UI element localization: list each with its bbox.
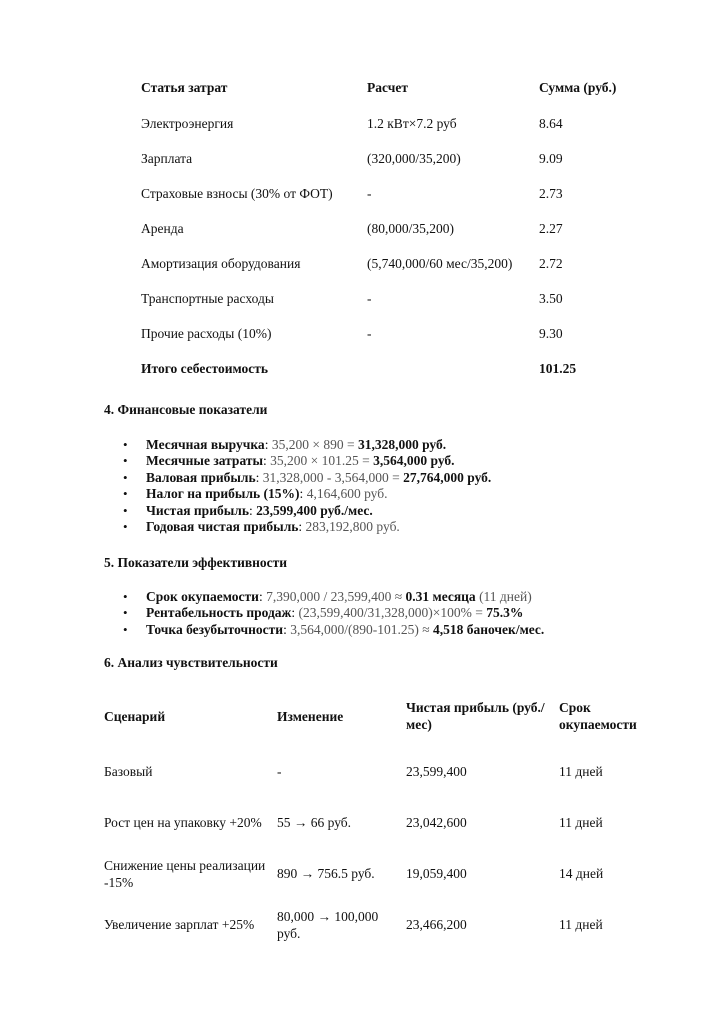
header-payback: Срок окупаемости [559, 700, 637, 732]
table-row [133, 141, 629, 176]
list-item: • Валовая прибыль: 31,328,000 - 3,564,000 = 27,764,000 руб. [146, 470, 491, 486]
list-item: • Месячные затраты: 35,200 × 101.25 = 3,564,000 руб. [146, 453, 491, 469]
cost-calculation: - [367, 325, 372, 341]
cost-item: Транспортные расходы [141, 290, 274, 306]
table-row [133, 316, 629, 351]
cost-calculation: (80,000/35,200) [367, 220, 454, 236]
header-calculation: Расчет [367, 80, 408, 95]
cost-calculation: 1.2 кВт×7.2 руб [367, 115, 457, 131]
section-6-title: 6. Анализ чувствительности [104, 655, 278, 670]
table-row [133, 246, 629, 281]
financial-indicators-list [104, 437, 491, 535]
change: - [277, 764, 282, 779]
section-5-title: 5. Показатели эффективности [104, 555, 288, 570]
list-item: • Чистая прибыль: 23,599,400 руб./мес. [146, 503, 491, 519]
table-row [133, 176, 629, 211]
total-calculation [359, 351, 531, 386]
header-cost-item: Статья затрат [141, 80, 228, 95]
cost-table [133, 70, 629, 386]
section-4-title: 4. Финансовые показатели [104, 402, 268, 417]
cost-amount: 9.09 [539, 150, 563, 166]
list-item: • Точка безубыточности: 3,564,000/(890-101.25) ≈ 4,518 баночек/мес. [146, 622, 544, 638]
change: 80,000 → 100,000 руб. [277, 908, 379, 941]
sensitivity-table-header [96, 686, 669, 746]
cost-calculation: - [367, 185, 372, 201]
net-profit: 23,042,600 [406, 815, 467, 830]
net-profit: 19,059,400 [406, 866, 467, 881]
list-item: • Месячная выручка: 35,200 × 890 = 31,328,000 руб. [146, 437, 491, 453]
table-row [133, 106, 629, 141]
cost-calculation: (320,000/35,200) [367, 150, 461, 166]
scenario: Базовый [104, 764, 153, 779]
header-scenario: Сценарий [104, 708, 166, 724]
list-item: • Срок окупаемости: 7,390,000 / 23,599,400 ≈ 0.31 месяца (11 дней) [146, 589, 544, 605]
cost-item: Аренда [141, 220, 184, 236]
table-row [96, 848, 669, 899]
cost-item: Амортизация оборудования [141, 255, 301, 271]
scenario: Снижение цены реализации -15% [104, 857, 266, 890]
cost-amount: 8.64 [539, 115, 563, 131]
cost-item: Прочие расходы (10%) [141, 325, 272, 341]
list-item: • Налог на прибыль (15%): 4,164,600 руб. [146, 486, 491, 502]
total-value: 101.25 [539, 360, 577, 376]
scenario: Увеличение зарплат +25% [104, 917, 255, 932]
table-row [96, 746, 669, 797]
net-profit: 23,466,200 [406, 917, 467, 932]
efficiency-indicators-list [104, 589, 544, 638]
cost-amount: 9.30 [539, 325, 563, 341]
payback: 14 дней [559, 866, 604, 881]
header-change: Изменение [277, 708, 344, 724]
scenario: Рост цен на упаковку +20% [104, 815, 262, 830]
cost-amount: 3.50 [539, 290, 563, 306]
table-row [133, 281, 629, 316]
payback: 11 дней [559, 917, 603, 932]
list-item: • Годовая чистая прибыль: 283,192,800 руб. [146, 519, 491, 535]
header-amount: Сумма (руб.) [539, 80, 617, 95]
net-profit: 23,599,400 [406, 764, 467, 779]
cost-item: Зарплата [141, 150, 193, 166]
header-net-profit: Чистая прибыль (руб./мес) [406, 700, 545, 732]
total-label: Итого себестоимость [141, 360, 269, 376]
table-row [96, 899, 669, 950]
payback: 11 дней [559, 815, 603, 830]
change: 55 → 66 руб. [277, 815, 352, 830]
cost-item: Электроэнергия [141, 115, 234, 131]
cost-amount: 2.27 [539, 220, 563, 236]
total-row [133, 351, 629, 386]
change: 890 → 756.5 руб. [277, 866, 375, 881]
cost-calculation: (5,740,000/60 мес/35,200) [367, 255, 513, 271]
cost-calculation: - [367, 290, 372, 306]
cost-table-header [133, 70, 629, 106]
cost-amount: 2.73 [539, 185, 563, 201]
table-row [133, 211, 629, 246]
cost-item: Страховые взносы (30% от ФОТ) [141, 185, 333, 201]
cost-amount: 2.72 [539, 255, 563, 271]
list-item: • Рентабельность продаж: (23,599,400/31,328,000)×100% = 75.3% [146, 605, 544, 621]
sensitivity-table [96, 686, 669, 950]
table-row [96, 797, 669, 848]
payback: 11 дней [559, 764, 603, 779]
